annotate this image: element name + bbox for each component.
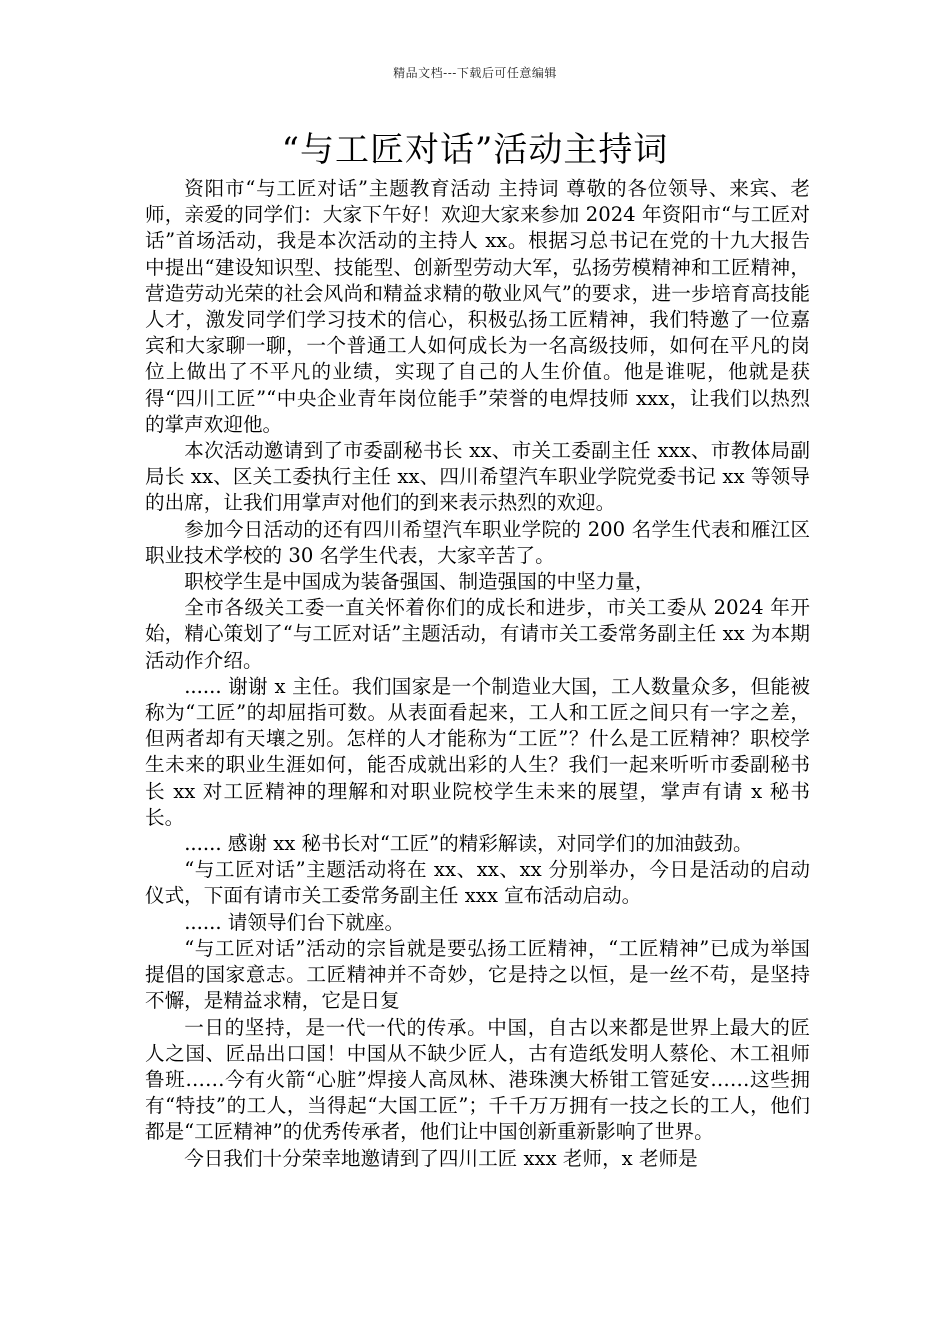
- document-title: “与工匠对话”活动主持词: [281, 130, 669, 170]
- paragraph-2: 本次活动邀请到了市委副秘书长 xx、市关工委副主任 xxx、市教体局副局长 xx、区关工委执行主任 xx、四川希望汽车职业学院党委书记 xx 等领导的出席，让我们用掌声对他们的到来表示热烈的欢迎。: [145, 439, 810, 515]
- paragraph-3: 参加今日活动的还有四川希望汽车职业学院的 200 名学生代表和雁江区职业技术学校的 30 名学生代表，大家辛苦了。: [145, 517, 810, 567]
- document-body: [145, 176, 810, 1172]
- paragraph-11: 一日的坚持，是一代一代的传承。中国，自古以来都是世界上最大的匠人之国、匠品出口国！中国从不缺少匠人，古有造纸发明人蔡伦、木工祖师鲁班……今有火箭“心脏”焊接人高凤林、港珠澳大桥钳工管延安……这些拥有“特技”的工人，当得起“大国工匠”；千千万万拥有一技之长的工人，他们都是“工匠精神”的优秀传承者，他们让中国创新重新影响了世界。: [145, 1015, 810, 1144]
- paragraph-7: ...... 感谢 xx 秘书长对“工匠”的精彩解读，对同学们的加油鼓劲。: [184, 832, 753, 856]
- paragraph-12: 今日我们十分荣幸地邀请到了四川工匠 xxx 老师，x 老师是: [184, 1146, 698, 1170]
- paragraph-6: ...... 谢谢 x 主任。我们国家是一个制造业大国，工人数量众多，但能被称为“工匠”的却屈指可数。从表面看起来，工人和工匠之间只有一字之差，但两者却有天壤之别。怎样的人才能称为“工匠”？什么是工匠精神？职校学生未来的职业生涯如何，能否成就出彩的人生？我们一起来听听市委副秘书长 xx 对工匠精神的理解和对职业院校学生未来的展望，掌声有请 x 秘书长。: [145, 674, 810, 829]
- paragraph-9: ...... 请领导们台下就座。: [184, 910, 405, 934]
- paragraph-5: 全市各级关工委一直关怀着你们的成长和进步，市关工委从 2024 年开始，精心策划了“与工匠对话”主题活动，有请市关工委常务副主任 xx 为本期活动作介绍。: [145, 596, 810, 672]
- paragraph-8: “与工匠对话”主题活动将在 xx、xx、xx 分别举办，今日是活动的启动仪式，下面有请市关工委常务副主任 xxx 宣布活动启动。: [145, 858, 810, 908]
- paragraph-4: 职校学生是中国成为装备强国、制造强国的中坚力量，: [184, 570, 655, 594]
- paragraph-1: 资阳市“与工匠对话”主题教育活动 主持词 尊敬的各位领导、来宾、老师，亲爱的同学们：大家下午好！欢迎大家来参加 2024 年资阳市“与工匠对话”首场活动，我是本次活动的主持人 xx。根据习总书记在党的十九大报告中提出“建设知识型、技能型、创新型劳动大军，弘扬劳模精神和工匠精神，营造劳动光荣的社会风尚和精益求精的敬业风气”的要求，进一步培育高技能人才，激发同学们学习技术的信心，积极弘扬工匠精神，我们特邀了一位嘉宾和大家聊一聊，一个普通工人如何成长为一名高级技师，如何在平凡的岗位上做出了不平凡的业绩，实现了自己的人生价值。他是谁呢，他就是获得“四川工匠”“中央企业青年岗位能手”荣誉的电焊技师 xxx，让我们以热烈的掌声欢迎他。: [145, 177, 810, 436]
- paragraph-10: “与工匠对话”活动的宗旨就是要弘扬工匠精神，“工匠精神”已成为举国提倡的国家意志。工匠精神并不奇妙，它是持之以恒，是一丝不苟，是坚持不懈，是精益求精，它是日复: [145, 936, 810, 1013]
- page-header-watermark: 精品文档---下载后可任意编辑: [393, 66, 557, 80]
